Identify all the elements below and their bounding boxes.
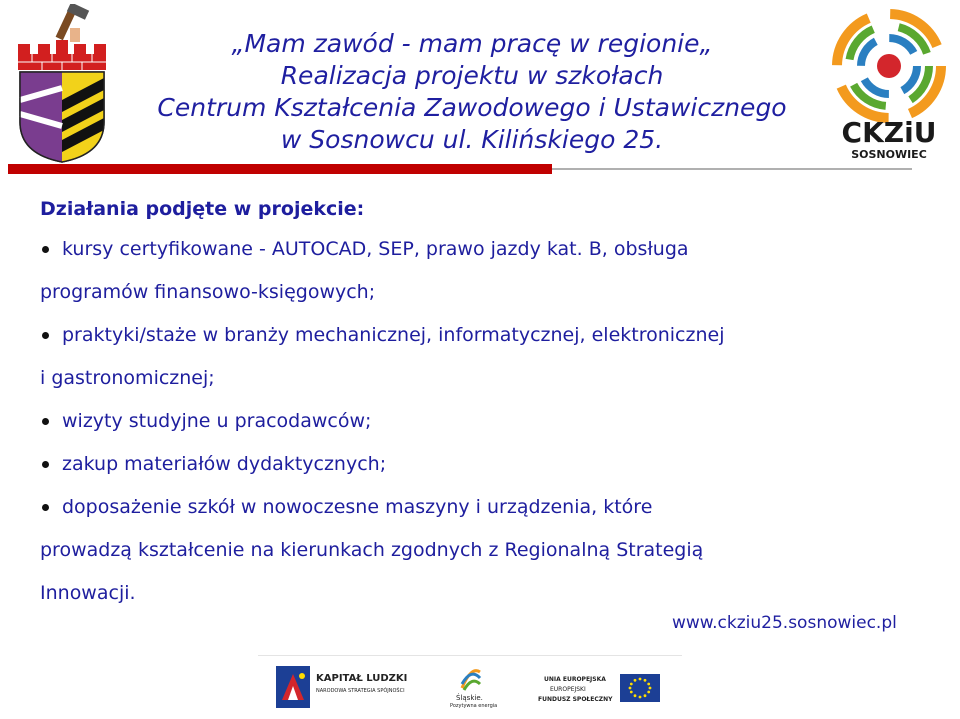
list-item	[40, 443, 940, 486]
list-item	[40, 314, 940, 400]
kapital-ludzki-title: KAPITAŁ LUDZKI	[316, 673, 408, 684]
ckziu-logo	[824, 6, 954, 166]
eu-line-3: FUNDUSZ SPOŁECZNY	[538, 696, 613, 703]
sosnowiec-crest-logo	[12, 4, 112, 164]
header-line-1: „Mam zawód - mam pracę w regionie„	[231, 29, 713, 58]
list-item-text: zakup materiałów dydaktycznych;	[40, 443, 940, 486]
slaskie-title: Śląskie.	[456, 694, 483, 702]
slaskie-subtitle: Pozytywna energia	[450, 703, 498, 709]
list-item-text-cont: Innowacji.	[40, 582, 136, 604]
list-item-text: praktyki/staże w branży mechanicznej, informatycznej, elektronicznej	[40, 314, 940, 357]
list-item-text-cont: programów finansowo-księgowych;	[40, 281, 376, 303]
list-item-text: kursy certyfikowane - AUTOCAD, SEP, prawo jazdy kat. B, obsługa	[40, 228, 940, 271]
list-item	[40, 400, 940, 443]
kapital-ludzki-logo	[276, 666, 310, 708]
website-link[interactable]: www.ckziu25.sosnowiec.pl	[672, 613, 897, 633]
project-header	[112, 28, 832, 156]
list-item-text: doposażenie szkół w nowoczesne maszyny i urządzenia, które	[40, 486, 940, 529]
list-item-text-cont: i gastronomicznej;	[40, 367, 215, 389]
header-line-4: w Sosnowcu ul. Kilińskiego 25.	[280, 125, 664, 154]
list-item-text: wizyty studyjne u pracodawców;	[40, 400, 940, 443]
ckziu-logo-name: CKZiU	[841, 116, 937, 149]
eu-flag-icon	[620, 674, 660, 702]
header-line-3: Centrum Kształcenia Zawodowego i Ustawicznego	[157, 93, 787, 122]
header-line-2: Realizacja projektu w szkołach	[280, 61, 664, 90]
ckziu-logo-city: SOSNOWIEC	[851, 148, 927, 161]
red-divider	[8, 164, 552, 174]
eu-line-1: UNIA EUROPEJSKA	[544, 676, 606, 683]
gray-divider	[552, 168, 912, 170]
kapital-ludzki-subtitle: NARODOWA STRATEGIA SPÓJNOŚCI	[316, 688, 405, 694]
list-item	[40, 228, 940, 314]
section-title: Działania podjęte w projekcie:	[40, 198, 365, 220]
eu-line-2: EUROPEJSKI	[550, 686, 586, 693]
slaskie-logo	[458, 664, 484, 692]
list-item	[40, 486, 940, 615]
eu-funding-logos	[258, 655, 682, 718]
list-item-text-cont: prowadzą kształcenie na kierunkach zgodnych z Regionalną Strategią	[40, 539, 704, 561]
activities-section	[40, 190, 940, 615]
